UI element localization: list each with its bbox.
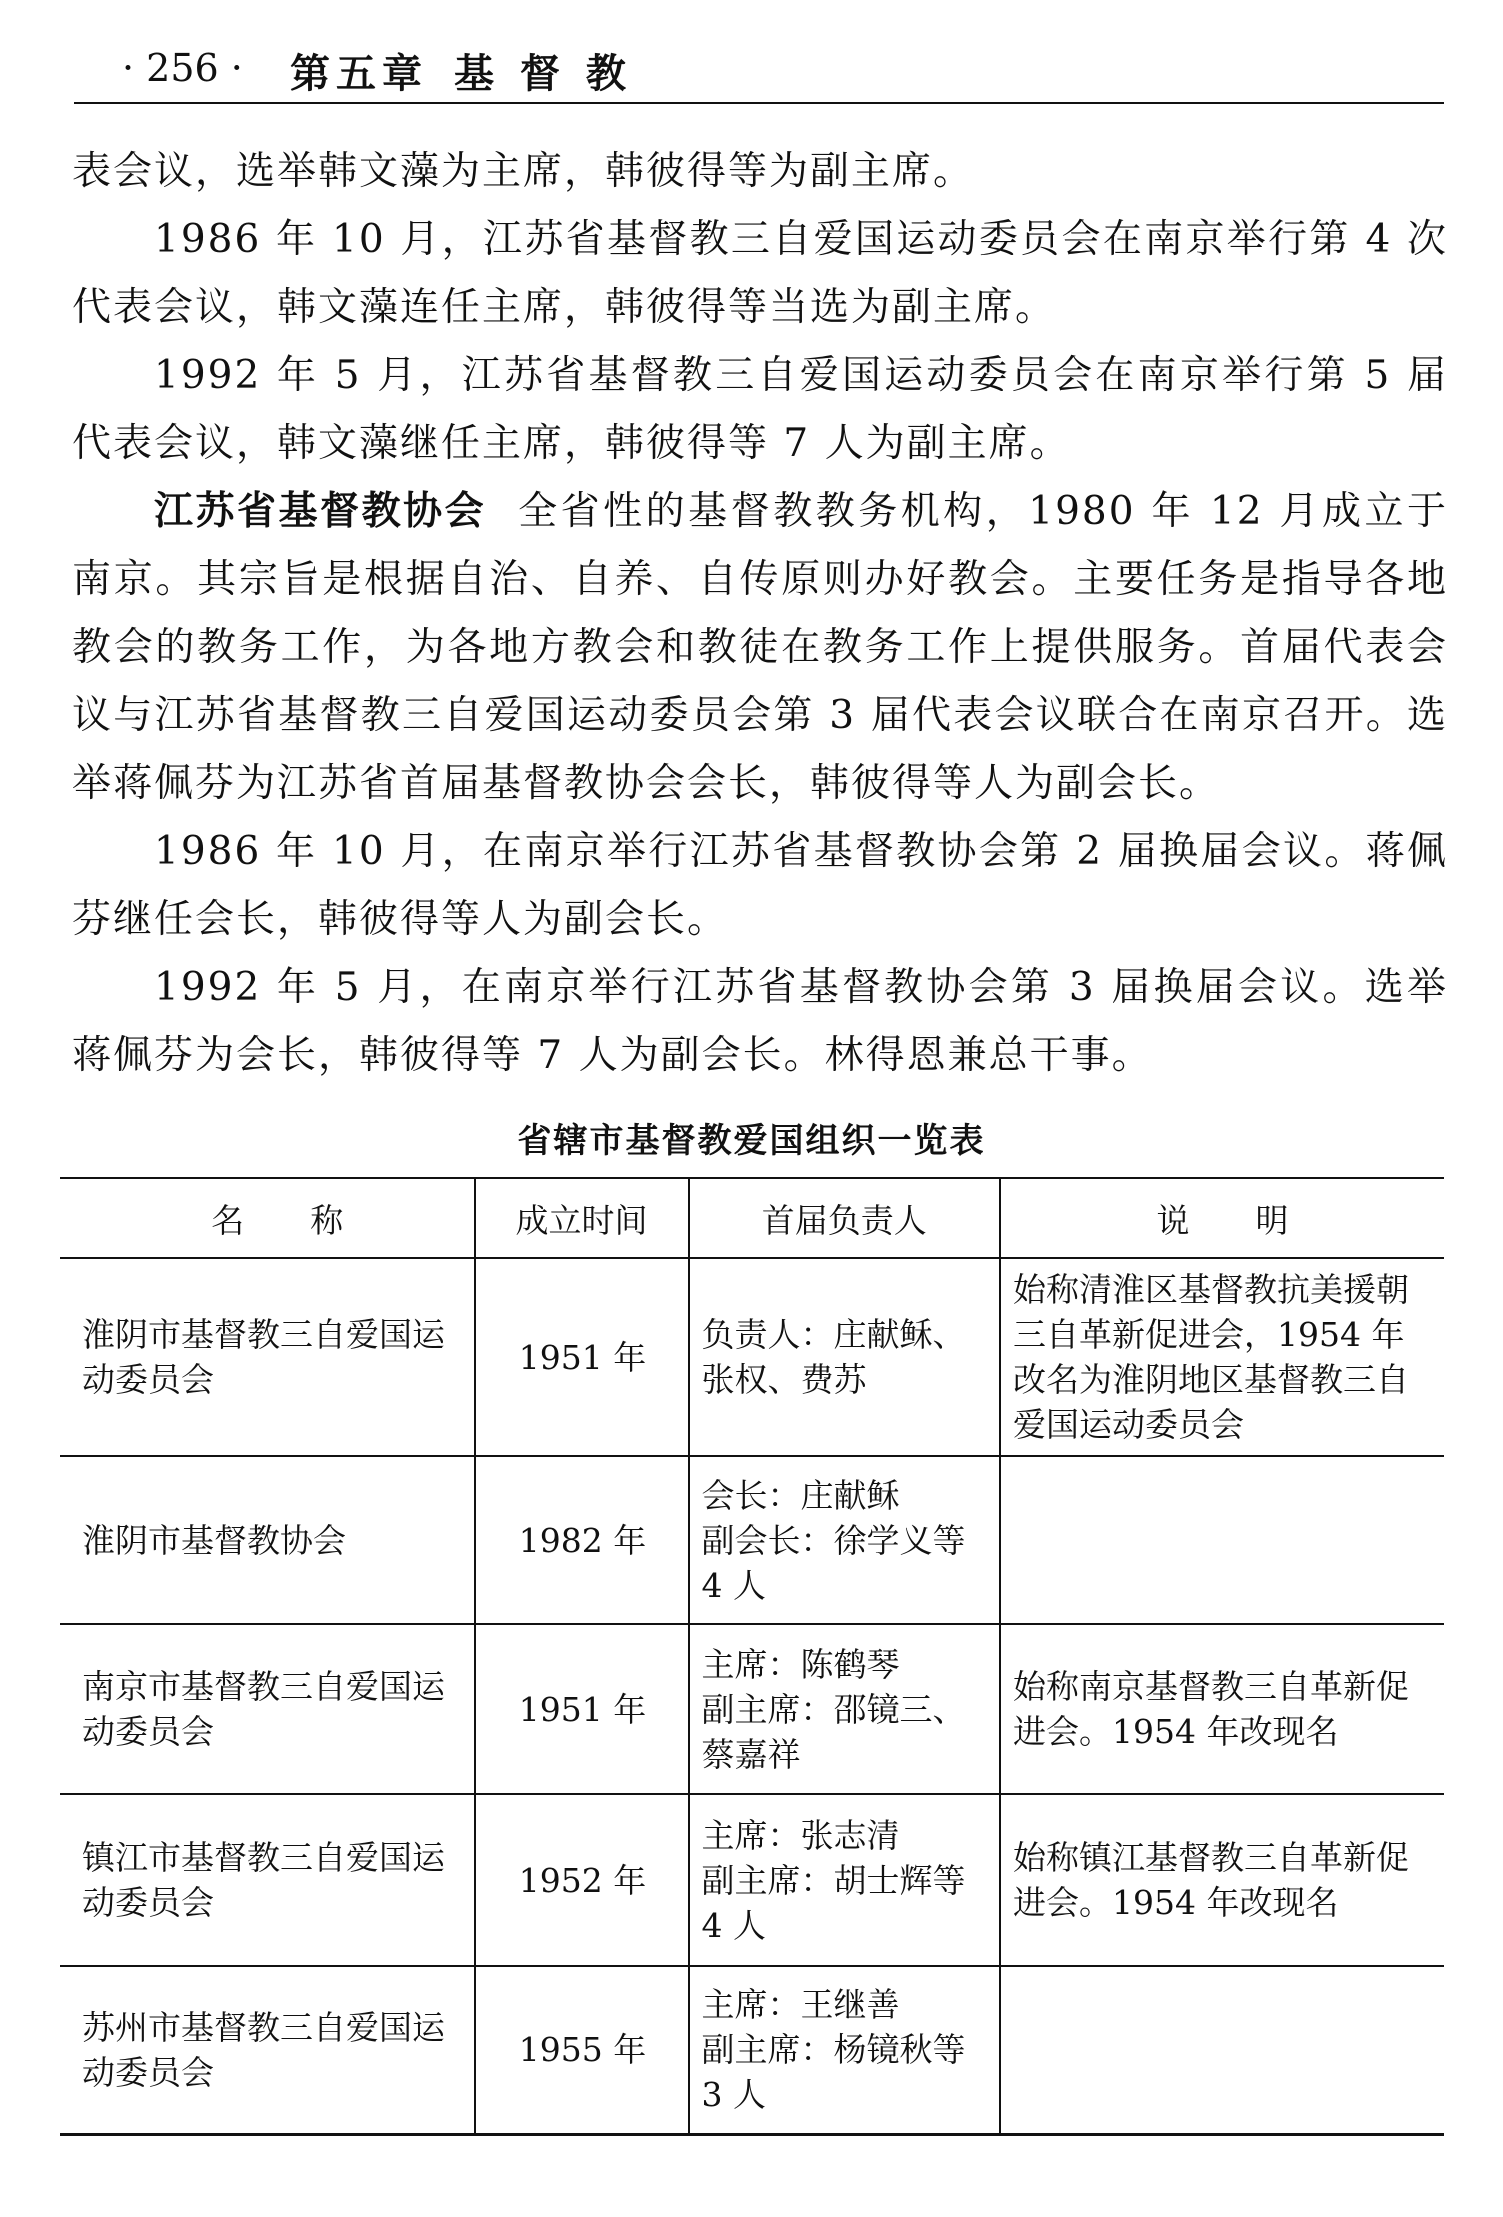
- cell-year: 1952 年: [475, 1794, 689, 1966]
- cell-leader: 主席：陈鹤琴 副主席：邵镜三、蔡嘉祥: [689, 1624, 1000, 1794]
- table-row: [60, 1966, 1444, 2134]
- table-title: 省辖市基督教爱国组织一览表: [517, 1121, 986, 1161]
- paragraph: 1986 年 10 月，江苏省基督教三自爱国运动委员会在南京举行第 4 次代表会议，韩文藻连任主席，韩彼得等当选为副主席。: [72, 217, 1448, 330]
- cell-name: 南京市基督教三自爱国运动委员会: [60, 1624, 475, 1794]
- running-header: [74, 40, 1444, 104]
- table-row: [60, 1258, 1444, 1456]
- cell-note: 始称南京基督教三自革新促进会。1954 年改现名: [1000, 1624, 1444, 1794]
- paragraph-with-term: [72, 478, 1448, 818]
- paragraph: 1986 年 10 月，在南京举行江苏省基督教协会第 2 届换届会议。蒋佩芬继任会长，韩彼得等人为副会长。: [72, 829, 1448, 942]
- organizations-table: [60, 1177, 1444, 2136]
- cell-leader: 主席：王继善 副主席：杨镜秋等 3 人: [689, 1966, 1000, 2134]
- header-notes: 说 明: [1000, 1178, 1444, 1258]
- header-name: 名 称: [60, 1178, 475, 1258]
- chapter-number: 第五章: [290, 51, 428, 97]
- cell-note: [1000, 1456, 1444, 1624]
- paragraph: 表会议，选举韩文藻为主席，韩彼得等为副主席。: [72, 149, 975, 194]
- header-founded: 成立时间: [475, 1178, 689, 1258]
- cell-name: 苏州市基督教三自爱国运动委员会: [60, 1966, 475, 2134]
- header-leader: 首届负责人: [689, 1178, 1000, 1258]
- cell-year: 1951 年: [475, 1624, 689, 1794]
- section-name: 基 督 教: [454, 51, 632, 97]
- paragraph: 1992 年 5 月，江苏省基督教三自爱国运动委员会在南京举行第 5 届代表会议，韩文藻继任主席，韩彼得等 7 人为副主席。: [72, 353, 1448, 466]
- chapter-title: [290, 42, 658, 99]
- cell-leader: 主席：张志清 副主席：胡士辉等 4 人: [689, 1794, 1000, 1966]
- paragraph: 1992 年 5 月，在南京举行江苏省基督教协会第 3 届换届会议。选举蒋佩芬为会长，韩彼得等 7 人为副会长。林得恩兼总干事。: [72, 965, 1448, 1078]
- cell-name: 淮阴市基督教三自爱国运动委员会: [60, 1258, 475, 1456]
- cell-name: 镇江市基督教三自爱国运动委员会: [60, 1794, 475, 1966]
- paragraph-text: 全省性的基督教教务机构，1980 年 12 月成立于南京。其宗旨是根据自治、自养、自传原则办好教会。主要任务是指导各地教会的教务工作，为各地方教会和教徒在教务工作上提供服务。首届代表会议与江苏省基督教三自爱国运动委员会第 3 届代表会议联合在南京召开。选举蒋佩芬为江苏省首届基督教协会会长，韩彼得等人为副会长。: [72, 489, 1448, 806]
- cell-note: 始称清淮区基督教抗美援朝三自革新促进会，1954 年改名为淮阴地区基督教三自爱国运动委员会: [1000, 1258, 1444, 1456]
- cell-leader: 会长：庄献稣 副会长：徐学义等 4 人: [689, 1456, 1000, 1624]
- table-header-row: [60, 1178, 1444, 1258]
- cell-note: 始称镇江基督教三自革新促进会。1954 年改现名: [1000, 1794, 1444, 1966]
- cell-name: 淮阴市基督教协会: [60, 1456, 475, 1624]
- cell-year: 1951 年: [475, 1258, 689, 1456]
- cell-year: 1982 年: [475, 1456, 689, 1624]
- table-row: [60, 1794, 1444, 1966]
- cell-note: [1000, 1966, 1444, 2134]
- table-row: [60, 1624, 1444, 1794]
- page-number: · 256 ·: [122, 46, 243, 90]
- entry-term: 江苏省基督教协会: [154, 489, 487, 534]
- cell-year: 1955 年: [475, 1966, 689, 2134]
- body-text: [72, 138, 1448, 1090]
- table-row: [60, 1456, 1444, 1624]
- cell-leader: 负责人：庄献稣、张权、费苏: [689, 1258, 1000, 1456]
